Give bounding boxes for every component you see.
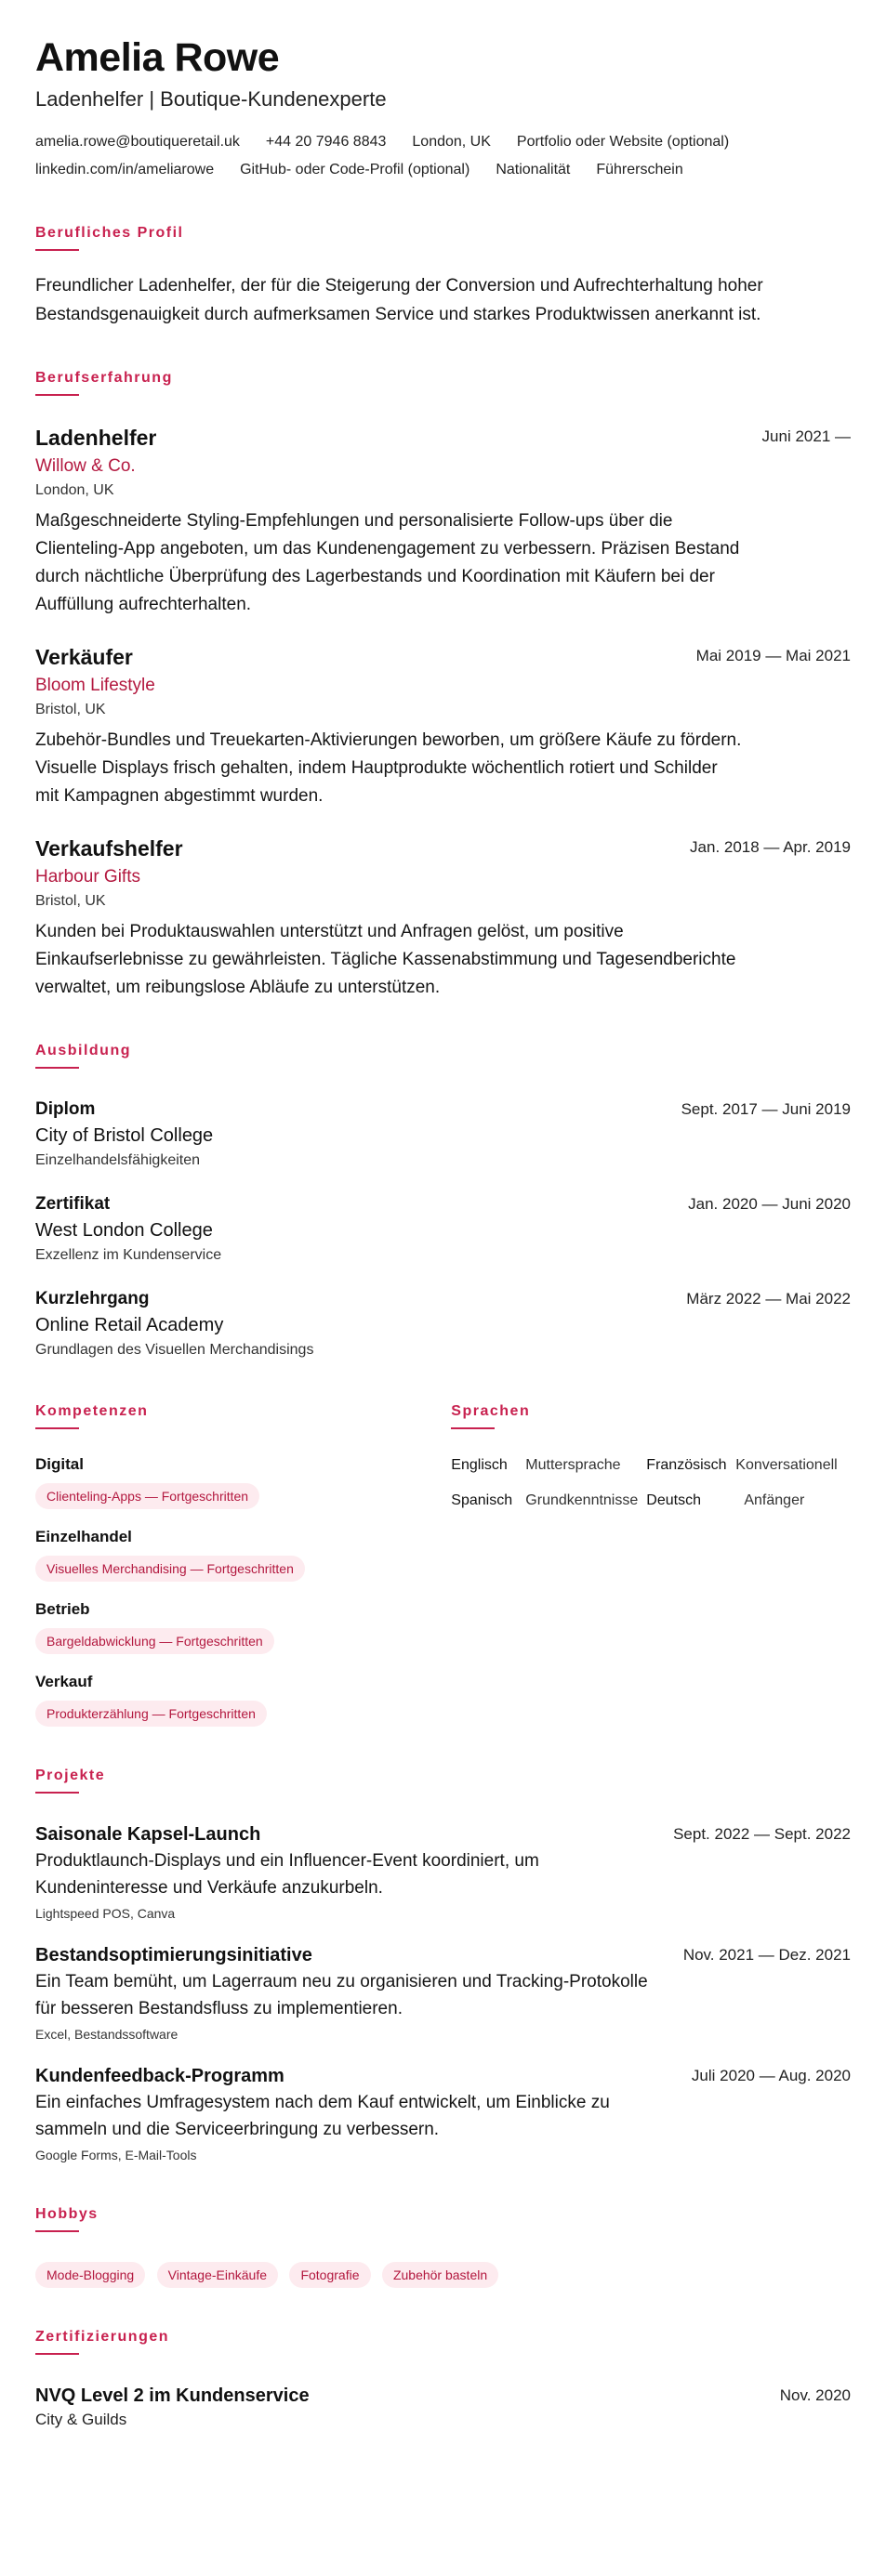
skill-group [35, 1598, 451, 1654]
hobby-chip: Fotografie [289, 2262, 370, 2288]
certification-name: NVQ Level 2 im Kundenservice [35, 2385, 310, 2406]
skill-category: Verkauf [35, 1673, 93, 1690]
skill-chip: Clienteling-Apps — Fortgeschritten [35, 1483, 259, 1509]
experience-title: Berufserfahrung [35, 370, 851, 396]
project-name: Bestandsoptimierungsinitiative [35, 1945, 312, 1965]
education-field: Grundlagen des Visuellen Merchandisings [35, 1342, 314, 1358]
contact-info [35, 128, 851, 184]
certifications-section [35, 2329, 851, 2431]
certifications-title: Zertifizierungen [35, 2329, 851, 2355]
project-tech: Google Forms, E-Mail-Tools [35, 2148, 197, 2162]
job-date: Juni 2021 — [761, 427, 851, 445]
hobbies-title: Hobbys [35, 2206, 851, 2232]
skill-group [35, 1671, 451, 1727]
job-title: Verkaufshelfer [35, 836, 183, 861]
experience-section [35, 370, 851, 1002]
contact-row-2 [35, 156, 851, 184]
certification-issuer: City & Guilds [35, 2411, 127, 2428]
profile-title: Berufliches Profil [35, 225, 851, 251]
education-degree: Diplom [35, 1099, 96, 1119]
job-entry [35, 643, 851, 810]
language-level: Grundkenntnisse [525, 1492, 639, 1508]
project-date: Nov. 2021 — Dez. 2021 [682, 1946, 851, 1964]
education-date: Jan. 2020 — Juni 2020 [688, 1195, 851, 1213]
hobby-chip: Vintage-Einkäufe [157, 2262, 278, 2288]
profile-text: Freundlicher Ladenhelfer, der für die Steigerung der Conversion und Aufrechterhaltung hoher Bestandsgenauigkeit durch aufmerksamen Service und starkes Produktwissen anerkannt ist. [35, 276, 763, 324]
contact-license: Führerschein [596, 162, 683, 177]
education-entry [35, 1286, 851, 1362]
job-title: Ladenhelfer [35, 426, 157, 450]
hobby-chip: Mode-Blogging [35, 2262, 145, 2288]
education-school: Online Retail Academy [35, 1315, 224, 1335]
languages-title: Sprachen [451, 1403, 851, 1429]
profile-section [35, 225, 851, 329]
job-location: Bristol, UK [35, 893, 106, 909]
hobbies-list [35, 2254, 851, 2288]
skill-group [35, 1453, 451, 1509]
contact-nationality: Nationalität [496, 162, 571, 177]
project-date: Sept. 2022 — Sept. 2022 [673, 1825, 851, 1843]
job-company: Bloom Lifestyle [35, 676, 155, 695]
language-level: Muttersprache [525, 1457, 621, 1473]
job-date: Mai 2019 — Mai 2021 [695, 647, 851, 664]
project-tech: Excel, Bestandssoftware [35, 2027, 179, 2042]
education-date: Sept. 2017 — Juni 2019 [681, 1100, 851, 1118]
job-entry [35, 424, 851, 619]
education-field: Exzellenz im Kundenservice [35, 1247, 222, 1263]
education-degree: Kurzlehrgang [35, 1289, 150, 1308]
language-name: Spanisch [451, 1492, 513, 1508]
project-name: Kundenfeedback-Programm [35, 2066, 284, 2086]
job-date: Jan. 2018 — Apr. 2019 [690, 838, 851, 856]
project-description: Ein Team bemüht, um Lagerraum neu zu organisieren und Tracking-Protokolle für besseren Bestandsfluss zu implementieren. [35, 1972, 648, 2018]
certification-date: Nov. 2020 [779, 2386, 851, 2404]
job-description: Zubehör-Bundles und Treuekarten-Aktivierungen beworben, um größere Käufe zu fördern. Visuelle Displays frisch gehalten, indem Hauptprodukte wöchentlich rotiert und Schilder mit Kampagnen abgestimmt wurden. [35, 730, 742, 806]
job-description: Kunden bei Produktauswahlen unterstützt und Anfragen gelöst, um positive Einkaufserlebnisse zu gewährleisten. Tägliche Kassenabstimmung und Tagesendberichte verwaltet, um reibungslose Abläufe zu unterstützen. [35, 922, 736, 997]
skill-category: Einzelhandel [35, 1528, 132, 1545]
job-company: Willow & Co. [35, 456, 136, 476]
candidate-name: Amelia Rowe [35, 35, 280, 80]
contact-row-1 [35, 128, 851, 156]
languages-section [451, 1403, 851, 1727]
education-entry [35, 1097, 851, 1173]
language-name: Französisch [646, 1457, 727, 1473]
education-school: West London College [35, 1220, 213, 1241]
skill-group [35, 1526, 451, 1582]
contact-github[interactable]: GitHub- oder Code-Profil (optional) [240, 162, 470, 177]
skills-section [35, 1403, 451, 1727]
education-degree: Zertifikat [35, 1194, 111, 1214]
education-title: Ausbildung [35, 1043, 851, 1069]
candidate-headline: Ladenhelfer | Boutique-Kundenexperte [35, 87, 387, 111]
skill-category: Betrieb [35, 1600, 90, 1618]
projects-section [35, 1768, 851, 2165]
project-description: Produktlaunch-Displays und ein Influencer-Event koordiniert, um Kundeninteresse und Verkäufe anzukurbeln. [35, 1851, 539, 1898]
project-date: Juli 2020 — Aug. 2020 [691, 2067, 851, 2084]
contact-linkedin[interactable]: linkedin.com/in/ameliarowe [35, 162, 215, 177]
education-field: Einzelhandelsfähigkeiten [35, 1152, 201, 1168]
hobby-chip: Zubehör basteln [382, 2262, 498, 2288]
job-entry [35, 835, 851, 1002]
projects-title: Projekte [35, 1768, 851, 1794]
job-location: London, UK [35, 482, 114, 498]
project-name: Saisonale Kapsel-Launch [35, 1824, 261, 1845]
education-section [35, 1043, 851, 1362]
project-entry [35, 1942, 851, 2044]
job-title: Verkäufer [35, 645, 133, 669]
language-level: Konversationell [735, 1457, 838, 1473]
education-date: März 2022 — Mai 2022 [686, 1290, 851, 1308]
project-tech: Lightspeed POS, Canva [35, 1906, 176, 1921]
education-entry [35, 1191, 851, 1268]
certification-entry [35, 2383, 851, 2431]
skill-chip: Bargeldabwicklung — Fortgeschritten [35, 1628, 274, 1654]
languages-grid [451, 1453, 851, 1513]
language-name: Deutsch [646, 1492, 701, 1508]
education-school: City of Bristol College [35, 1125, 214, 1146]
skill-category: Digital [35, 1455, 84, 1473]
skill-chip: Produkterzählung — Fortgeschritten [35, 1701, 267, 1727]
contact-location: London, UK [412, 134, 491, 150]
skill-chip: Visuelles Merchandising — Fortgeschritten [35, 1556, 305, 1582]
contact-phone[interactable]: +44 20 7946 8843 [265, 134, 387, 150]
language-level: Anfänger [744, 1492, 805, 1508]
skills-title: Kompetenzen [35, 1403, 451, 1429]
resume-header [35, 33, 851, 184]
job-description: Maßgeschneiderte Styling-Empfehlungen und personalisierte Follow-ups über die Clienteling-App angeboten, um das Kundenengagement zu verbessern. Präzisen Bestand durch nächtliche Überprüfung des Lagerbestands und Koordination mit Käufern bei der Auffüllung aufrechterhalten. [35, 511, 740, 614]
skills-languages-row [35, 1403, 851, 1727]
contact-portfolio[interactable]: Portfolio oder Website (optional) [516, 134, 730, 150]
job-location: Bristol, UK [35, 702, 106, 717]
job-company: Harbour Gifts [35, 867, 140, 887]
project-entry [35, 1821, 851, 1924]
project-entry [35, 2063, 851, 2165]
hobbies-section [35, 2206, 851, 2288]
language-name: Englisch [451, 1457, 508, 1473]
contact-email[interactable]: amelia.rowe@boutiqueretail.uk [35, 134, 240, 150]
project-description: Ein einfaches Umfragesystem nach dem Kauf entwickelt, um Einblicke zu sammeln und die Serviceerbringung zu verbessern. [35, 2093, 610, 2139]
